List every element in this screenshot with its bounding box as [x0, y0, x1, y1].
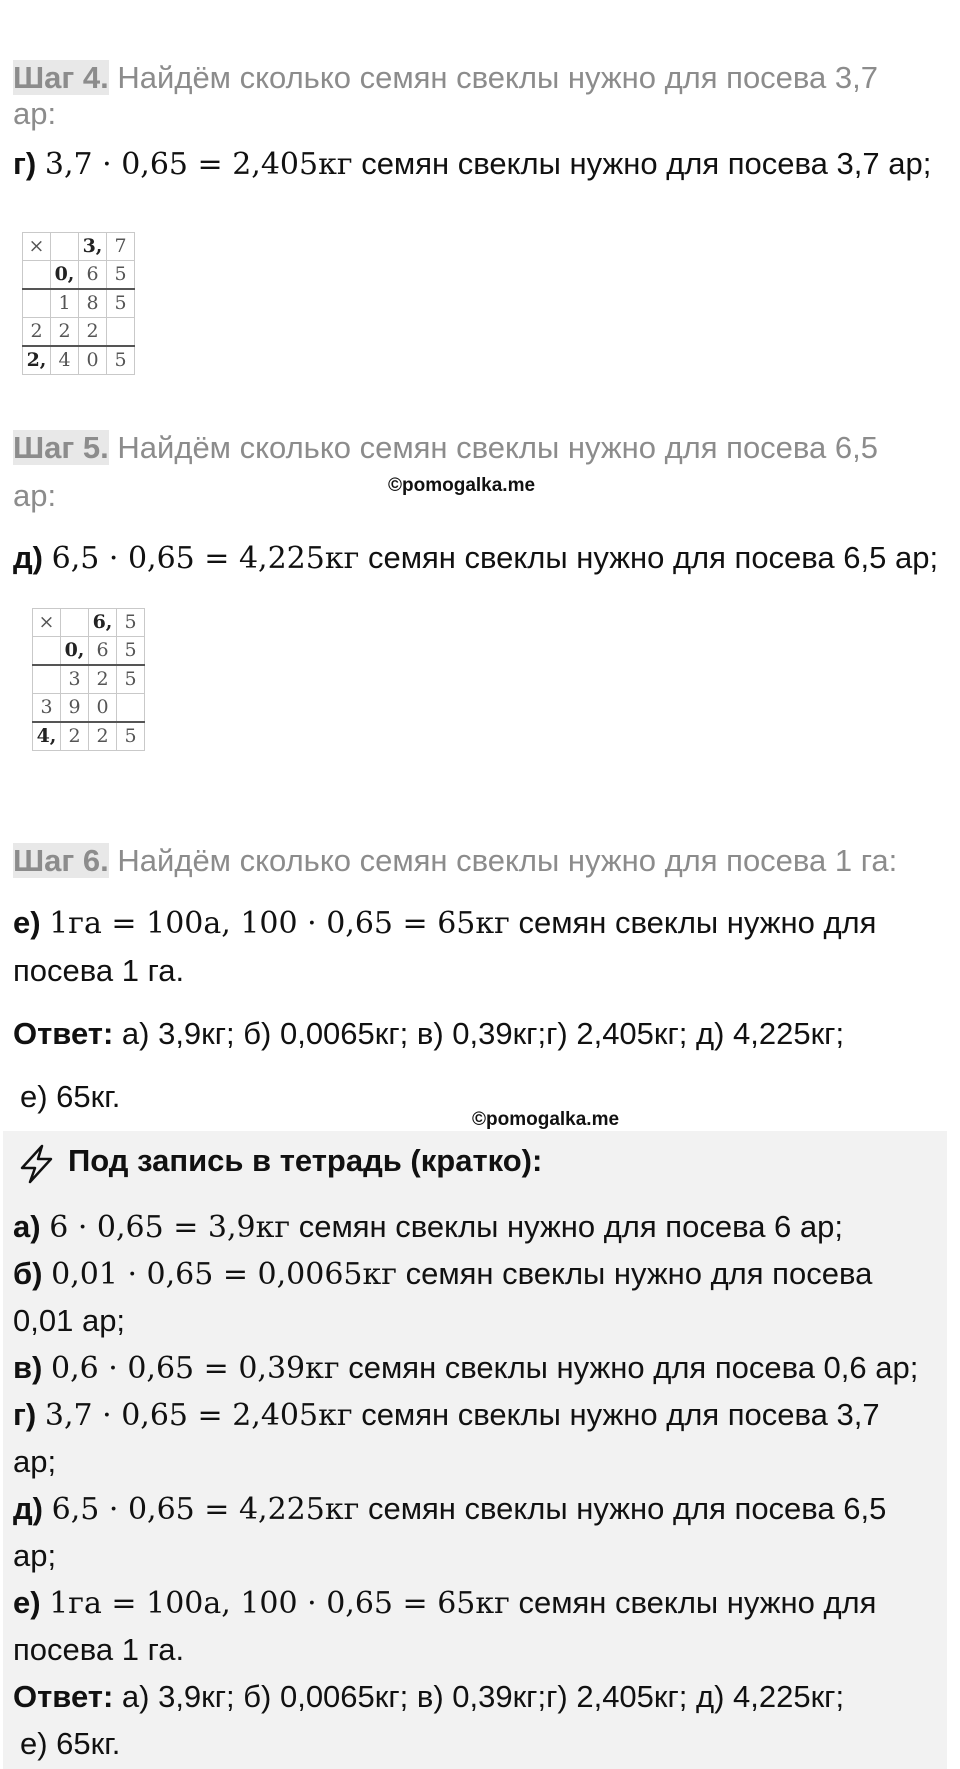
- answer-line-cont: е) 65кг.: [20, 1079, 121, 1114]
- calc-cell: 5: [117, 722, 145, 751]
- step6-item: [13, 905, 876, 941]
- step4-text-cont: ар:: [13, 96, 57, 131]
- note-b: [13, 1256, 872, 1292]
- answer-line: [13, 1016, 844, 1052]
- note-d-cont: ар;: [13, 1538, 57, 1573]
- step5-text-cont: ар:: [13, 478, 57, 513]
- calc-cell: [107, 318, 135, 347]
- calc-cell: 5: [117, 637, 145, 666]
- item-letter: б): [13, 1256, 43, 1291]
- formula: 6 · 0,65 = 3,9кг: [49, 1210, 291, 1245]
- calc-cell: 5: [107, 289, 135, 318]
- item-text: семян свеклы нужно для посева 6,5 ар;: [367, 540, 939, 575]
- formula: 0,01 · 0,65 = 0,0065кг: [51, 1257, 397, 1292]
- formula: 0,6 · 0,65 = 0,39кг: [51, 1351, 340, 1386]
- note-answer: [13, 1679, 844, 1715]
- calc-cell: 7: [107, 233, 135, 261]
- step5-text: Найдём сколько семян свеклы нужно для посева 6,5: [117, 430, 878, 465]
- step6-text: Найдём сколько семян свеклы нужно для посева 1 га:: [117, 843, 898, 878]
- calc-cell: 0: [79, 346, 107, 375]
- calc-cell: 0,: [51, 261, 79, 290]
- notes-icon: [16, 1143, 58, 1193]
- note-b-cont: 0,01 ар;: [13, 1303, 126, 1338]
- item-text: семян свеклы нужно для посева 0,6 ар;: [348, 1350, 919, 1385]
- step4-text: Найдём сколько семян свеклы нужно для посева 3,7: [117, 60, 878, 95]
- step6-heading: [13, 843, 897, 879]
- calc-cell: [33, 637, 61, 666]
- step4-label: Шаг 4.: [13, 60, 109, 95]
- calc-cell: 2,: [23, 346, 51, 375]
- lightning-icon: [16, 1143, 58, 1185]
- calc-cell: ×: [23, 233, 51, 261]
- calc-cell: 2: [89, 665, 117, 694]
- calc-cell: 0,: [61, 637, 89, 666]
- step6-label: Шаг 6.: [13, 843, 109, 878]
- calc-cell: 2: [89, 722, 117, 751]
- calc-cell: ×: [33, 609, 61, 637]
- note-v: [13, 1350, 918, 1386]
- calc-cell: 2: [51, 318, 79, 347]
- item-letter: г): [13, 1397, 37, 1432]
- notes-title: Под запись в тетрадь (кратко):: [68, 1143, 543, 1178]
- calc-cell: 8: [79, 289, 107, 318]
- note-e-cont: посева 1 га.: [13, 1632, 185, 1667]
- calc-cell: 5: [107, 346, 135, 375]
- step4-item: [13, 146, 931, 182]
- formula: 6,5 · 0,65 = 4,225кг: [51, 1492, 360, 1527]
- calc-cell: 5: [107, 261, 135, 290]
- step5-calc-table: [32, 608, 145, 751]
- item-text: семян свеклы нужно для посева 6 ар;: [298, 1209, 843, 1244]
- calc-cell: [23, 261, 51, 290]
- item-letter: д): [13, 540, 44, 575]
- step5-label: Шаг 5.: [13, 430, 109, 465]
- item-letter: е): [13, 905, 41, 940]
- calc-cell: 4: [51, 346, 79, 375]
- step4-calc-table: [22, 232, 135, 375]
- item-letter: е): [13, 1585, 41, 1620]
- formula: 3,7 · 0,65 = 2,405кг: [44, 1398, 353, 1433]
- calc-cell: 5: [117, 665, 145, 694]
- note-d: [13, 1491, 886, 1527]
- formula: 6,5 · 0,65 = 4,225кг: [51, 541, 360, 576]
- calc-cell: 9: [61, 694, 89, 723]
- watermark: ©pomogalka.me: [388, 475, 536, 496]
- answer-label: Ответ:: [13, 1679, 114, 1714]
- calc-cell: [61, 609, 89, 637]
- watermark: ©pomogalka.me: [472, 1109, 620, 1130]
- note-answer-cont: е) 65кг.: [20, 1726, 121, 1761]
- item-text: семян свеклы нужно для посева 6,5: [367, 1491, 887, 1526]
- calc-cell: 3: [33, 694, 61, 723]
- item-letter: д): [13, 1491, 44, 1526]
- note-e: [13, 1585, 876, 1621]
- calc-cell: 6: [89, 637, 117, 666]
- calc-cell: 5: [117, 609, 145, 637]
- calc-cell: 2: [23, 318, 51, 347]
- step5-item: [13, 540, 938, 576]
- formula: 3,7 · 0,65 = 2,405кг: [44, 147, 353, 182]
- step4-heading: [13, 60, 878, 96]
- formula: 1га = 100а, 100 · 0,65 = 65кг: [49, 906, 510, 941]
- answer-label: Ответ:: [13, 1016, 114, 1051]
- item-letter: в): [13, 1350, 43, 1385]
- item-text: семян свеклы нужно для посева 3,7 ар;: [361, 146, 932, 181]
- calc-cell: 0: [89, 694, 117, 723]
- item-letter: г): [13, 146, 37, 181]
- calc-cell: 4,: [33, 722, 61, 751]
- step5-heading: [13, 430, 878, 466]
- item-text: семян свеклы нужно для посева: [405, 1256, 873, 1291]
- item-text: семян свеклы нужно для: [518, 1585, 877, 1620]
- item-text: семян свеклы нужно для посева 3,7: [361, 1397, 880, 1432]
- calc-cell: [117, 694, 145, 723]
- calc-cell: [23, 289, 51, 318]
- note-g-cont: ар;: [13, 1444, 57, 1479]
- answer-values: а) 3,9кг; б) 0,0065кг; в) 0,39кг;г) 2,405кг; д) 4,225кг;: [121, 1016, 845, 1051]
- note-g: [13, 1397, 880, 1433]
- calc-cell: [51, 233, 79, 261]
- calc-cell: 6,: [89, 609, 117, 637]
- item-text: семян свеклы нужно для: [518, 905, 877, 940]
- calc-cell: 2: [61, 722, 89, 751]
- formula: 1га = 100а, 100 · 0,65 = 65кг: [49, 1586, 510, 1621]
- calc-cell: 1: [51, 289, 79, 318]
- note-a: [13, 1209, 843, 1245]
- calc-cell: 6: [79, 261, 107, 290]
- answer-values: а) 3,9кг; б) 0,0065кг; в) 0,39кг;г) 2,405кг; д) 4,225кг;: [121, 1679, 845, 1714]
- calc-cell: [33, 665, 61, 694]
- calc-cell: 2: [79, 318, 107, 347]
- item-letter: а): [13, 1209, 41, 1244]
- step6-item-cont: посева 1 га.: [13, 953, 185, 988]
- calc-cell: 3: [61, 665, 89, 694]
- calc-cell: 3,: [79, 233, 107, 261]
